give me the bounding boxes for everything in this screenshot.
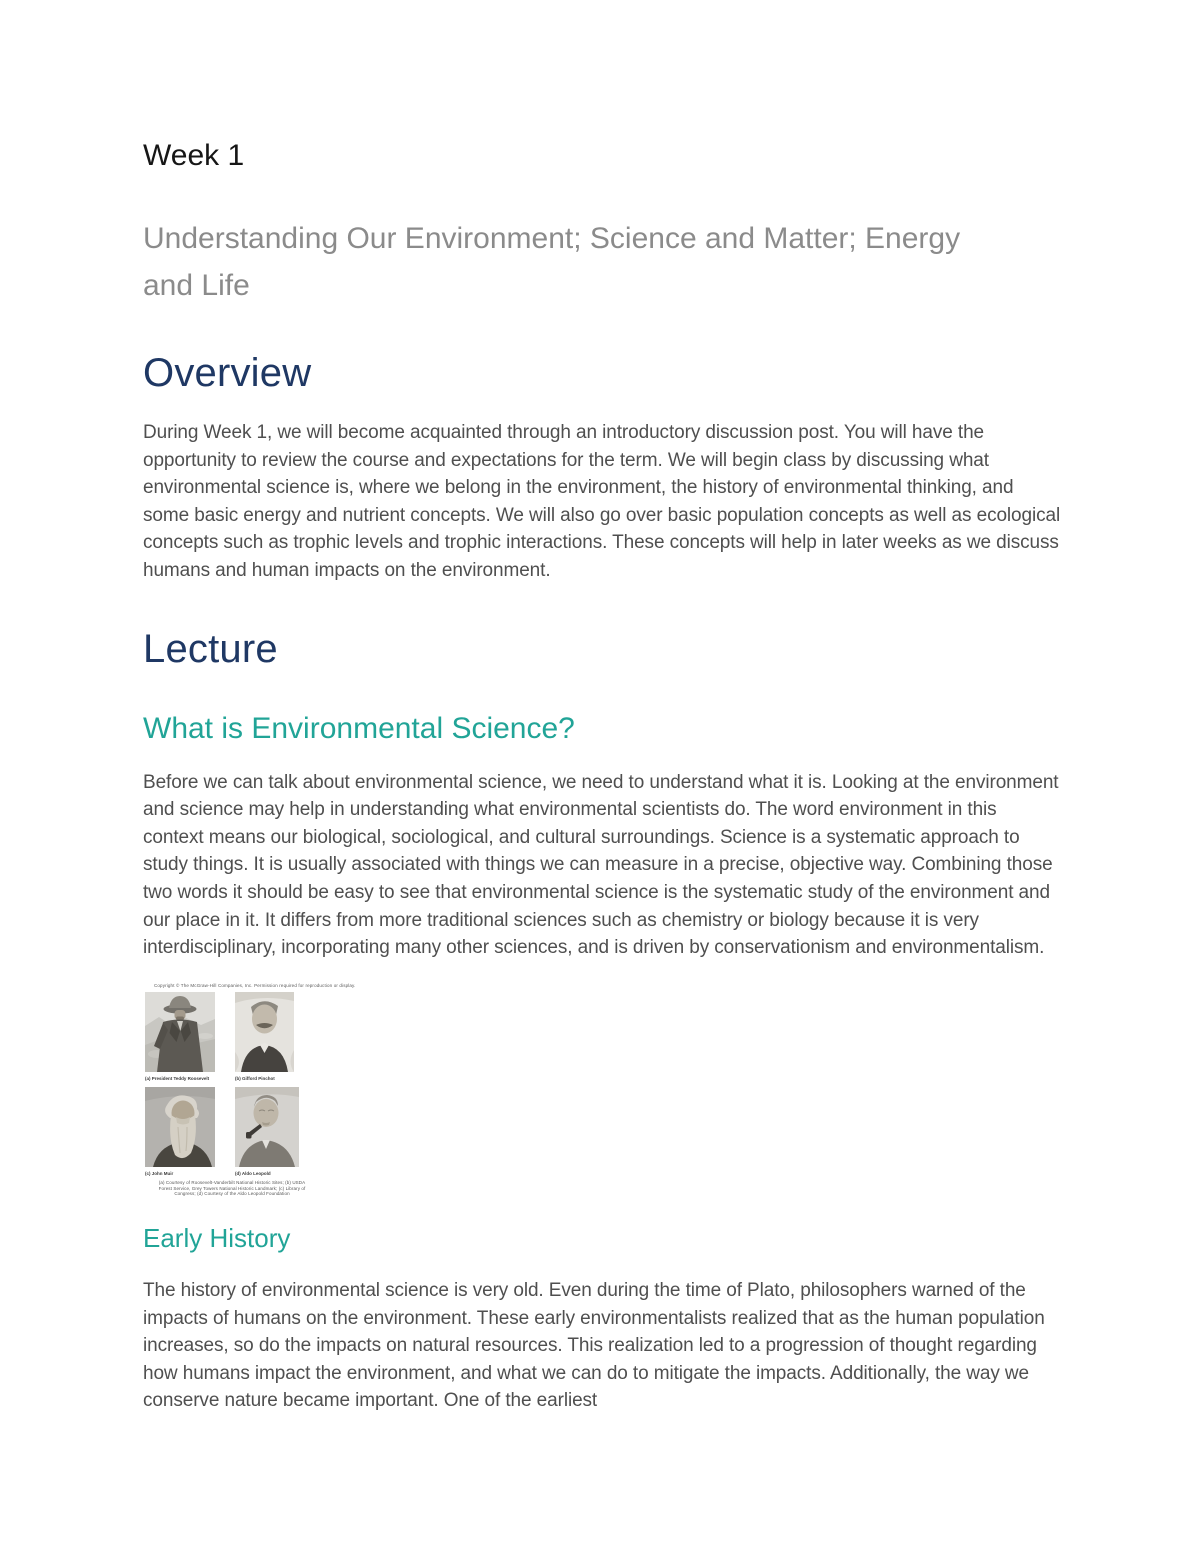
overview-heading: Overview — [143, 351, 312, 395]
figure-credit-text — [143, 1180, 321, 1197]
portrait-leopold-photo — [235, 1087, 299, 1167]
what-is-environmental-science-paragraph: Before we can talk about environmental science, we need to understand what it is. Looking at the environment and science may help in understanding what environmental scientists do. The word environment in this context means our biological, sociological, and cultural surroundings. Science is a systematic approach to study things. It is usually associated with things we can measure in a precise, objective way. Combining those two words it should be easy to see that environmental science is the systematic study of the environment and our place in it. It differs from more traditional sciences such as chemistry or biology because it is very interdisciplinary, incorporating many other sciences, and is driven by conservationism and environmentalism. — [143, 771, 1059, 959]
figure-credit-line-3: Congress; (d) Courtesy of the Aldo Leopold Foundation — [174, 1191, 290, 1197]
portrait-roosevelt-photo — [145, 992, 215, 1072]
figure-credit-line-1: (a) Courtesy of Roosevelt-Vanderbilt National Historic Sites; (b) USDA — [158, 1179, 306, 1185]
figure-photo-grid-bottom — [143, 1087, 321, 1167]
figure-credit-line-2: Forest Service, Grey Towers National Historic Landmark; (c) Library of — [158, 1185, 306, 1191]
figure-photo-grid — [143, 992, 321, 1072]
figure-copyright-line: Copyright © The McGraw-Hill Companies, Inc. Permission required for reproduction or display. — [154, 982, 356, 988]
lecture-heading: Lecture — [143, 626, 278, 671]
figure-caption-row-bottom — [143, 1170, 321, 1179]
portrait-muir-caption: (c) John Muir — [145, 1170, 174, 1176]
man-with-long-beard-portrait-icon — [145, 1087, 215, 1167]
portrait-pinchot-caption: (b) Gifford Pinchot — [235, 1075, 275, 1081]
portrait-roosevelt-caption: (a) President Teddy Roosevelt — [145, 1075, 210, 1081]
early-history-heading: Early History — [143, 1223, 291, 1254]
historical-figures-image — [143, 982, 356, 1197]
portrait-pinchot-photo — [235, 992, 294, 1072]
man-with-hat-outdoors-icon — [145, 992, 215, 1072]
man-with-pipe-portrait-icon — [235, 1087, 299, 1167]
figure-caption-row-top — [143, 1075, 321, 1084]
portrait-muir-photo — [145, 1087, 215, 1167]
course-subtitle: Understanding Our Environment; Science and Matter; Energy and Life — [143, 222, 961, 302]
page-title: Week 1 — [143, 139, 245, 172]
portrait-leopold-caption: (d) Aldo Leopold — [235, 1170, 271, 1176]
overview-paragraph: During Week 1, we will become acquainted through an introductory discussion post. You will have the opportunity to review the course and expectations for the term. We will begin class by discussing what environmental science is, where we belong in the environment, the history of environmental thinking, and some basic energy and nutrient concepts. We will also go over basic population concepts as well as ecological concepts such as trophic levels and trophic interactions. These concepts will help in later weeks as we discuss humans and human impacts on the environment. — [143, 422, 1061, 581]
early-history-paragraph: The history of environmental science is very old. Even during the time of Plato, philosophers warned of the impacts of humans on the environment. These early environmentalists realized that as the human population increases, so do the impacts on natural resources. This realization led to a progression of thought regarding how humans impact the environment, and what we can do to mitigate the impacts. Additionally, the way we conserve nature became important. One of the earliest — [143, 1280, 1045, 1412]
man-with-mustache-portrait-icon — [235, 992, 294, 1072]
what-is-environmental-science-heading: What is Environmental Science? — [143, 711, 575, 745]
